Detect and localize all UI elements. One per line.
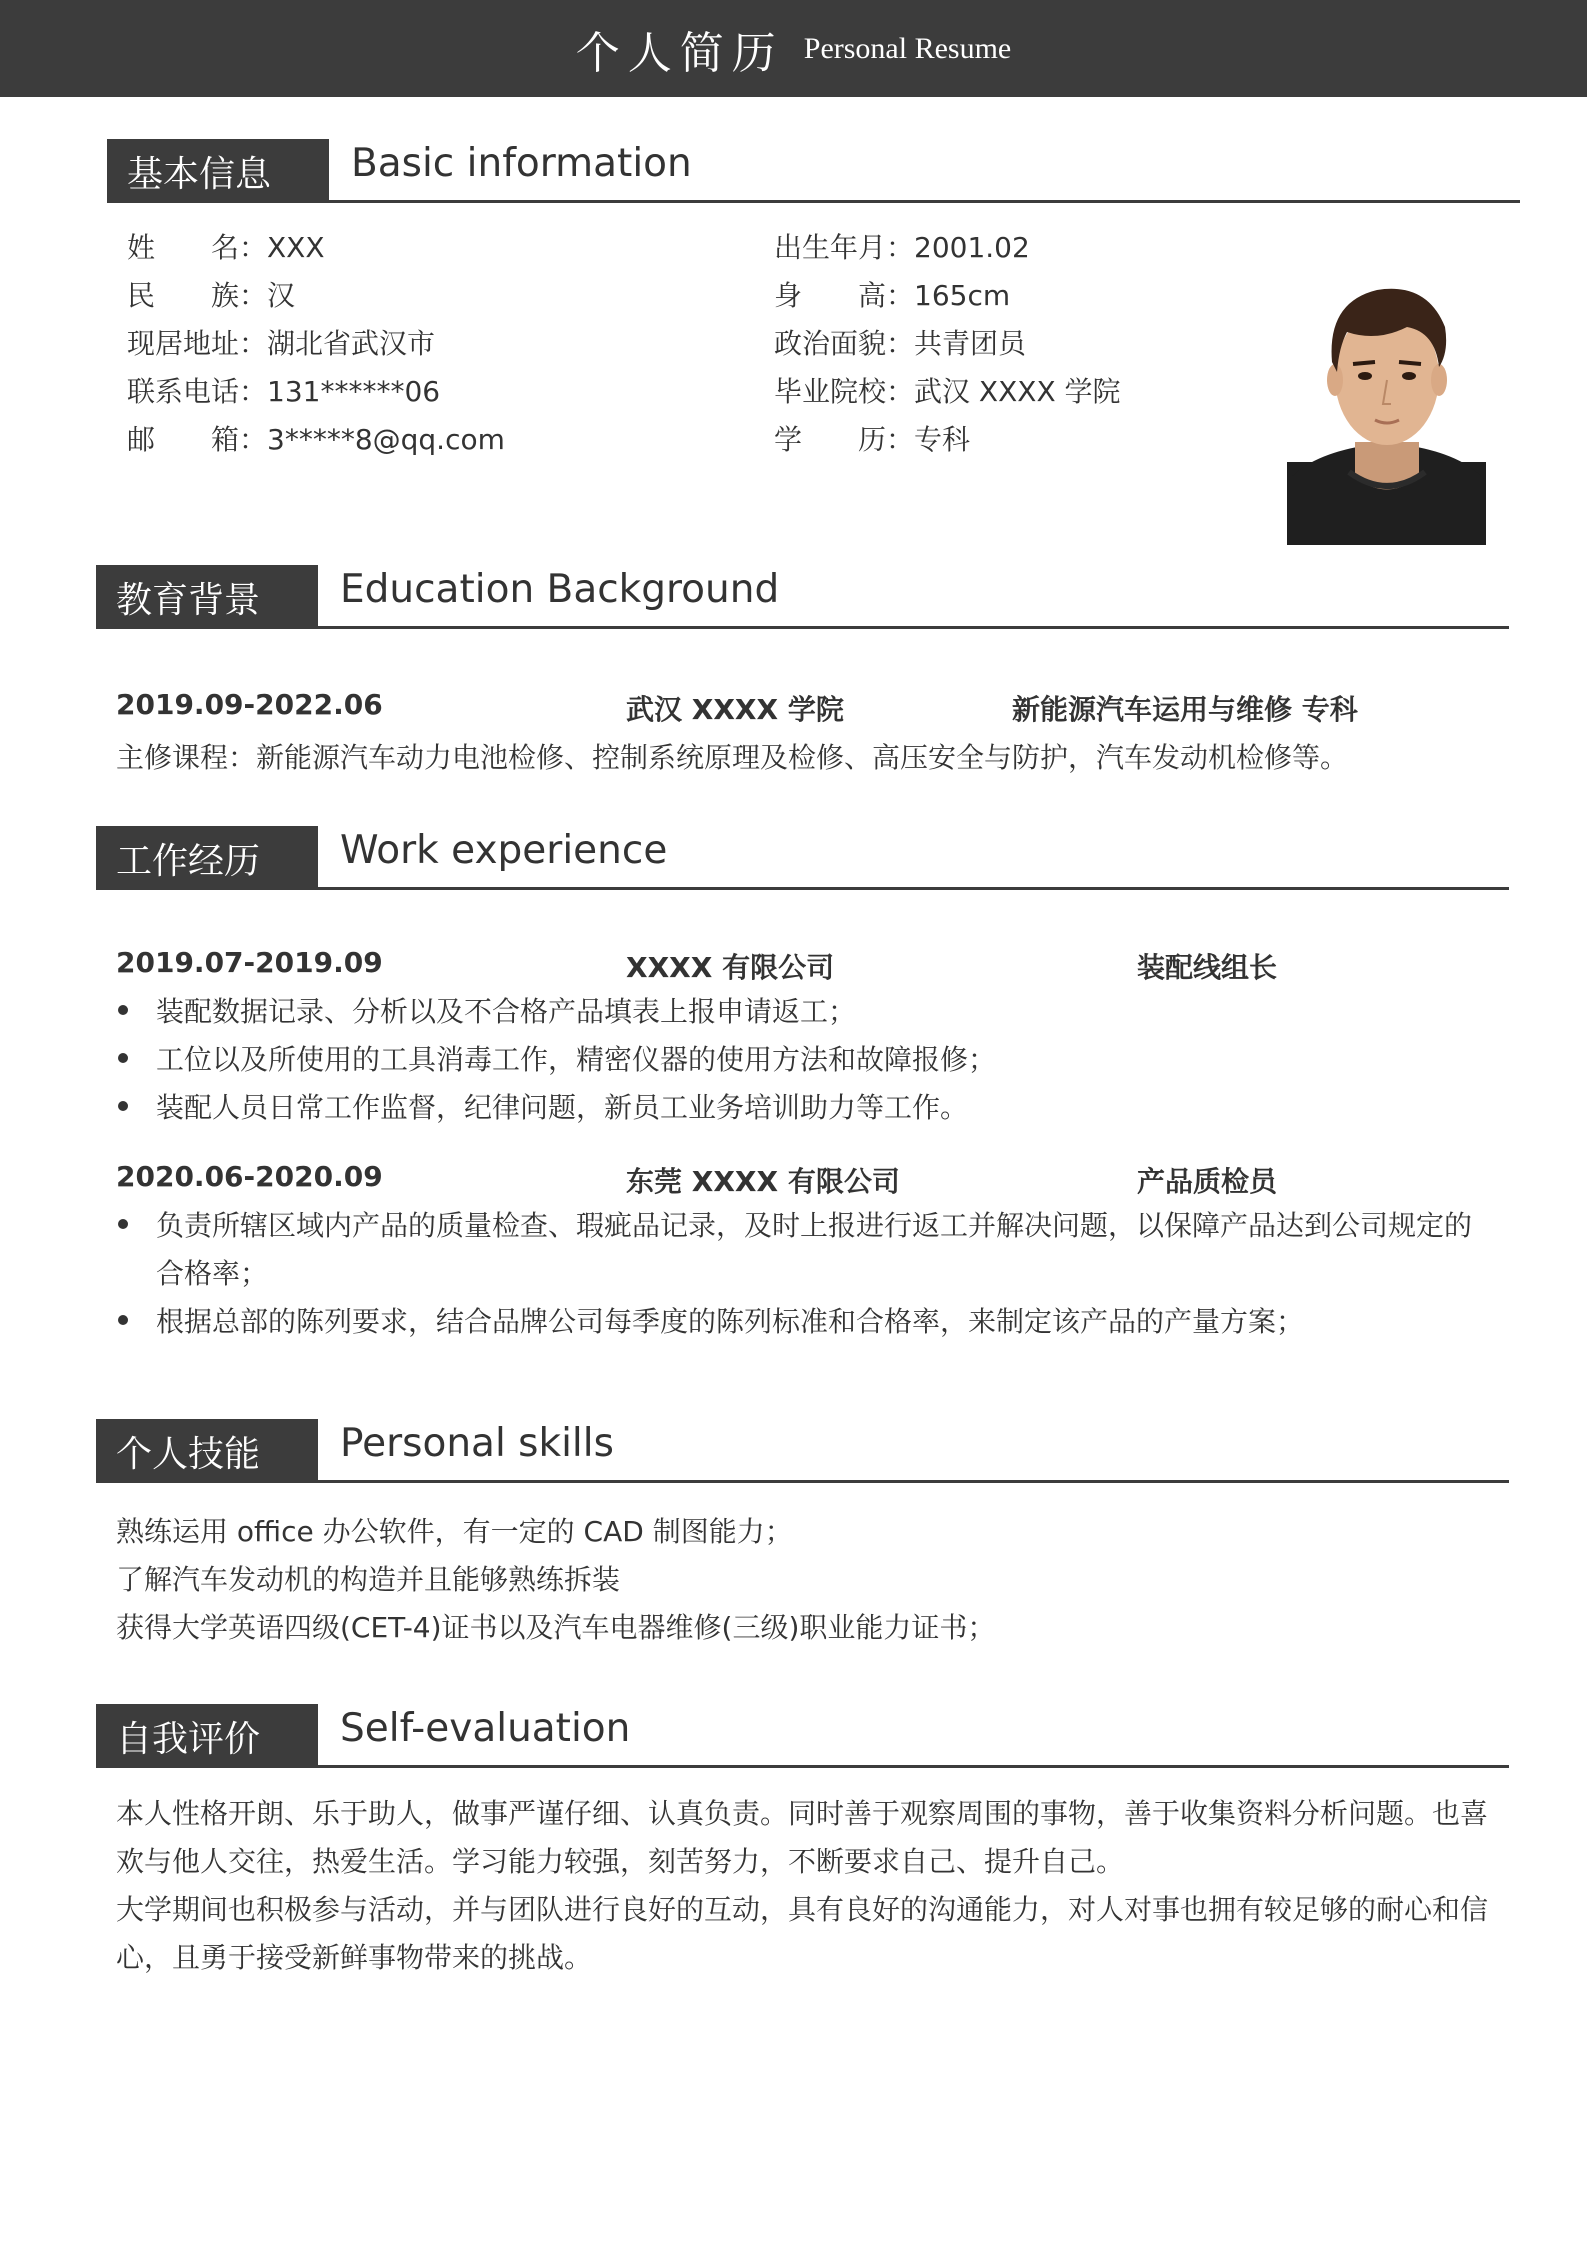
section-tag: 基本信息 xyxy=(107,139,329,203)
section-rule xyxy=(329,200,1520,203)
info-value: 专科 xyxy=(914,423,971,456)
bullet-text: 根据总部的陈列要求，结合品牌公司每季度的陈列标准和合格率，来制定该产品的产量方案； xyxy=(156,1305,1305,1338)
bullet-dot xyxy=(118,1053,128,1063)
info-row xyxy=(774,370,1121,410)
bullet-dot xyxy=(118,1005,128,1015)
info-row xyxy=(774,322,1026,362)
job-period: 2019.07-2019.09 xyxy=(116,946,383,979)
info-value: 湖北省武汉市 xyxy=(267,327,436,360)
list-item xyxy=(118,1298,1498,1346)
info-row xyxy=(127,322,435,362)
info-label: 出生年月： xyxy=(774,231,915,264)
section-title: Personal skills xyxy=(340,1421,614,1466)
list-item xyxy=(118,1084,1498,1132)
info-label: 政治面貌： xyxy=(774,327,915,360)
title-bar xyxy=(0,0,1587,97)
info-row xyxy=(774,418,970,458)
section-work-header xyxy=(96,826,1509,890)
info-row xyxy=(774,226,1030,266)
info-label: 联系电话： xyxy=(127,375,268,408)
edu-school: 武汉 XXXX 学院 xyxy=(626,693,844,726)
section-skills-header xyxy=(96,1419,1509,1483)
section-title: Education Background xyxy=(340,567,780,612)
info-label: 姓 名： xyxy=(127,231,268,264)
list-item xyxy=(118,1036,1498,1084)
skill-item: 了解汽车发动机的构造并且能够熟练拆装 xyxy=(116,1563,621,1596)
avatar xyxy=(1287,272,1486,545)
list-item xyxy=(118,988,1498,1036)
job-role: 装配线组长 xyxy=(1137,951,1278,984)
self-paragraph: 本人性格开朗、乐于助人，做事严谨仔细、认真负责。同时善于观察周围的事物，善于收集资料分析问题。也喜欢与他人交往，热爱生活。学习能力较强，刻苦努力，不断要求自己、提升自己。 xyxy=(116,1797,1489,1878)
info-value: 汉 xyxy=(267,279,296,312)
section-rule xyxy=(318,626,1509,629)
section-tag: 自我评价 xyxy=(96,1704,318,1768)
info-row xyxy=(127,418,505,458)
section-tag: 工作经历 xyxy=(96,826,318,890)
info-value: 武汉 XXXX 学院 xyxy=(914,375,1121,408)
section-title: Basic information xyxy=(351,141,692,186)
bullet-text: 装配数据记录、分析以及不合格产品填表上报申请返工； xyxy=(156,995,857,1028)
bullet-dot xyxy=(118,1219,128,1229)
section-title: Self-evaluation xyxy=(340,1706,631,1751)
info-label: 民 族： xyxy=(127,279,268,312)
info-value: XXX xyxy=(267,231,325,264)
bullet-text: 负责所辖区域内产品的质量检查、瑕疵品记录，及时上报进行返工并解决问题，以保障产品达到公司规定的合格率； xyxy=(156,1209,1473,1290)
section-rule xyxy=(318,887,1509,890)
info-row xyxy=(127,226,325,266)
bullet-dot xyxy=(118,1315,128,1325)
section-education-header xyxy=(96,565,1509,629)
info-row xyxy=(127,370,440,410)
bullet-text: 装配人员日常工作监督，纪律问题，新员工业务培训助力等工作。 xyxy=(156,1091,969,1124)
section-rule xyxy=(318,1765,1509,1768)
info-label: 邮 箱： xyxy=(127,423,268,456)
edu-major: 新能源汽车运用与维修 专科 xyxy=(1012,693,1358,726)
job-company: 东莞 XXXX 有限公司 xyxy=(626,1165,900,1198)
info-row xyxy=(127,274,295,314)
info-value: 165cm xyxy=(914,279,1011,312)
bullet-text: 工位以及所使用的工具消毒工作，精密仪器的使用方法和故障报修； xyxy=(156,1043,997,1076)
list-item xyxy=(118,1202,1498,1298)
section-rule xyxy=(318,1480,1509,1483)
info-label: 毕业院校： xyxy=(774,375,915,408)
bullet-dot xyxy=(118,1101,128,1111)
section-self-header xyxy=(96,1704,1509,1768)
skill-item: 获得大学英语四级(CET-4)证书以及汽车电器维修(三级)职业能力证书； xyxy=(116,1611,996,1644)
page-title: 个人简历 xyxy=(575,27,784,79)
job-company: XXXX 有限公司 xyxy=(626,951,835,984)
section-basic-header xyxy=(107,139,1520,203)
section-tag: 教育背景 xyxy=(96,565,318,629)
info-label: 身 高： xyxy=(774,279,915,312)
info-value: 2001.02 xyxy=(914,231,1030,264)
info-label: 现居地址： xyxy=(127,327,268,360)
self-paragraph: 大学期间也积极参与活动，并与团队进行良好的互动，具有良好的沟通能力，对人对事也拥有较足够的耐心和信心，且勇于接受新鲜事物带来的挑战。 xyxy=(116,1893,1489,1974)
page-subtitle: Personal Resume xyxy=(803,31,1012,65)
job-role: 产品质检员 xyxy=(1137,1165,1278,1198)
info-row xyxy=(774,274,1010,314)
skill-item: 熟练运用 office 办公软件，有一定的 CAD 制图能力； xyxy=(116,1515,793,1548)
edu-courses: 主修课程：新能源汽车动力电池检修、控制系统原理及检修、高压安全与防护，汽车发动机检修等。 xyxy=(116,741,1349,774)
info-value: 131******06 xyxy=(267,375,441,408)
job-period: 2020.06-2020.09 xyxy=(116,1160,383,1193)
info-value: 共青团员 xyxy=(914,327,1027,360)
info-value: 3*****8@qq.com xyxy=(267,423,505,456)
section-title: Work experience xyxy=(340,828,668,873)
info-label: 学 历： xyxy=(774,423,915,456)
section-tag: 个人技能 xyxy=(96,1419,318,1483)
edu-period: 2019.09-2022.06 xyxy=(116,688,383,721)
avatar-illustration xyxy=(1287,272,1486,545)
